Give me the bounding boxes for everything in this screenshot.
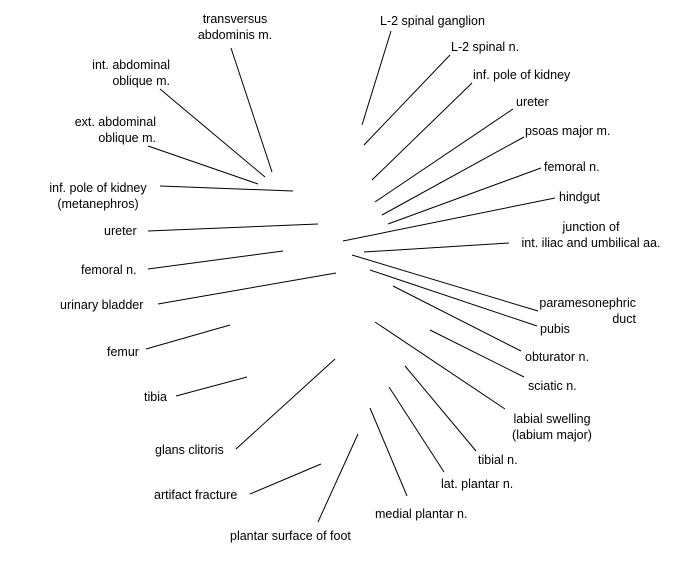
label-ext-oblique-m: oblique m. bbox=[98, 131, 156, 145]
leader-line-inf-pole-kidney-right bbox=[372, 83, 472, 180]
leader-line-femoral-n-left bbox=[148, 251, 283, 269]
leader-line-artifact-fracture bbox=[250, 464, 321, 494]
label-labium-major: (labium major) bbox=[512, 428, 592, 442]
label-int-iliac-umbilical-aa: int. iliac and umbilical aa. bbox=[521, 236, 661, 250]
label-inf-pole-kidney-metanephros bbox=[36, 180, 160, 212]
label-int-abdominal: int. abdominal bbox=[92, 58, 170, 72]
leader-line-obturator-n bbox=[393, 286, 521, 351]
leader-line-sciatic-n bbox=[430, 330, 524, 377]
label-abdominis-m: abdominis m. bbox=[197, 28, 273, 42]
label-ureter-right: ureter bbox=[516, 95, 549, 109]
leader-line-tibial-n bbox=[405, 366, 476, 451]
label-obturator-n: obturator n. bbox=[525, 350, 589, 364]
label-femoral-n-right: femoral n. bbox=[544, 160, 600, 174]
label-artifact-fracture: artifact fracture bbox=[154, 488, 238, 502]
label-junction-of: junction of bbox=[562, 220, 620, 234]
label-sciatic-n: sciatic n. bbox=[528, 379, 577, 393]
label-inf-pole-kidney-right: inf. pole of kidney bbox=[473, 68, 571, 82]
label-l2-spinal-n: L-2 spinal n. bbox=[451, 40, 520, 54]
leader-line-ureter-left bbox=[148, 224, 318, 231]
label-pubis: pubis bbox=[540, 322, 570, 336]
label-femoral-n-left: femoral n. bbox=[81, 263, 137, 277]
label-plantar-surface-of-foot: plantar surface of foot bbox=[230, 529, 351, 543]
label-ext-abdominal-oblique-m bbox=[50, 114, 156, 146]
label-femur: femur bbox=[107, 345, 139, 359]
label-tibia: tibia bbox=[144, 390, 167, 404]
leader-line-pubis bbox=[370, 270, 537, 326]
label-ext-abdominal: ext. abdominal bbox=[74, 115, 156, 129]
label-labial-swelling-labium-major bbox=[500, 411, 604, 443]
label-labial-swelling: labial swelling bbox=[513, 412, 591, 426]
leader-line-tibia bbox=[176, 377, 247, 396]
label-lat-plantar-n: lat. plantar n. bbox=[441, 477, 514, 491]
leader-line-junction-iliac-umbilical bbox=[364, 243, 509, 252]
leader-line-l2-spinal-ganglion bbox=[362, 31, 391, 125]
label-transversus-abdominis-m bbox=[185, 11, 285, 43]
leader-line-glans-clitoris bbox=[236, 359, 335, 449]
leader-line-urinary-bladder bbox=[158, 273, 336, 304]
leader-line-femoral-n-right bbox=[388, 168, 541, 224]
leader-line-femur bbox=[146, 325, 230, 349]
label-transversus: transversus bbox=[202, 12, 268, 26]
leader-line-lat-plantar-n bbox=[389, 387, 444, 472]
label-tibial-n: tibial n. bbox=[478, 453, 518, 467]
leader-line-plantar-surface-of-foot bbox=[318, 434, 358, 522]
label-ureter-left: ureter bbox=[104, 224, 137, 238]
label-hindgut: hindgut bbox=[559, 190, 601, 204]
leader-line-medial-plantar-n bbox=[370, 408, 407, 496]
leader-line-psoas-major-m bbox=[382, 137, 524, 215]
label-duct: duct bbox=[612, 312, 636, 326]
label-psoas-major-m: psoas major m. bbox=[525, 124, 611, 138]
leader-line-l2-spinal-n bbox=[364, 55, 450, 145]
label-paramesonephric: paramesonephric bbox=[539, 296, 636, 310]
label-glans-clitoris: glans clitoris bbox=[155, 443, 224, 457]
leader-line-paramesonephric-duct bbox=[352, 255, 538, 311]
leader-line-ureter-right bbox=[375, 109, 513, 202]
label-junction-iliac-umbilical-aa bbox=[510, 219, 672, 251]
label-inf-pole-kidney-left: inf. pole of kidney bbox=[49, 181, 147, 195]
label-int-oblique-m: oblique m. bbox=[112, 74, 170, 88]
label-int-abdominal-oblique-m bbox=[64, 57, 170, 89]
label-medial-plantar-n: medial plantar n. bbox=[375, 507, 468, 521]
label-l2-spinal-ganglion: L-2 spinal ganglion bbox=[380, 14, 485, 28]
label-metanephros: (metanephros) bbox=[57, 197, 139, 211]
label-urinary-bladder: urinary bladder bbox=[60, 298, 144, 312]
leader-line-inf-pole-kidney-left bbox=[160, 186, 293, 191]
leader-line-ext-abdominal-oblique bbox=[148, 146, 258, 184]
